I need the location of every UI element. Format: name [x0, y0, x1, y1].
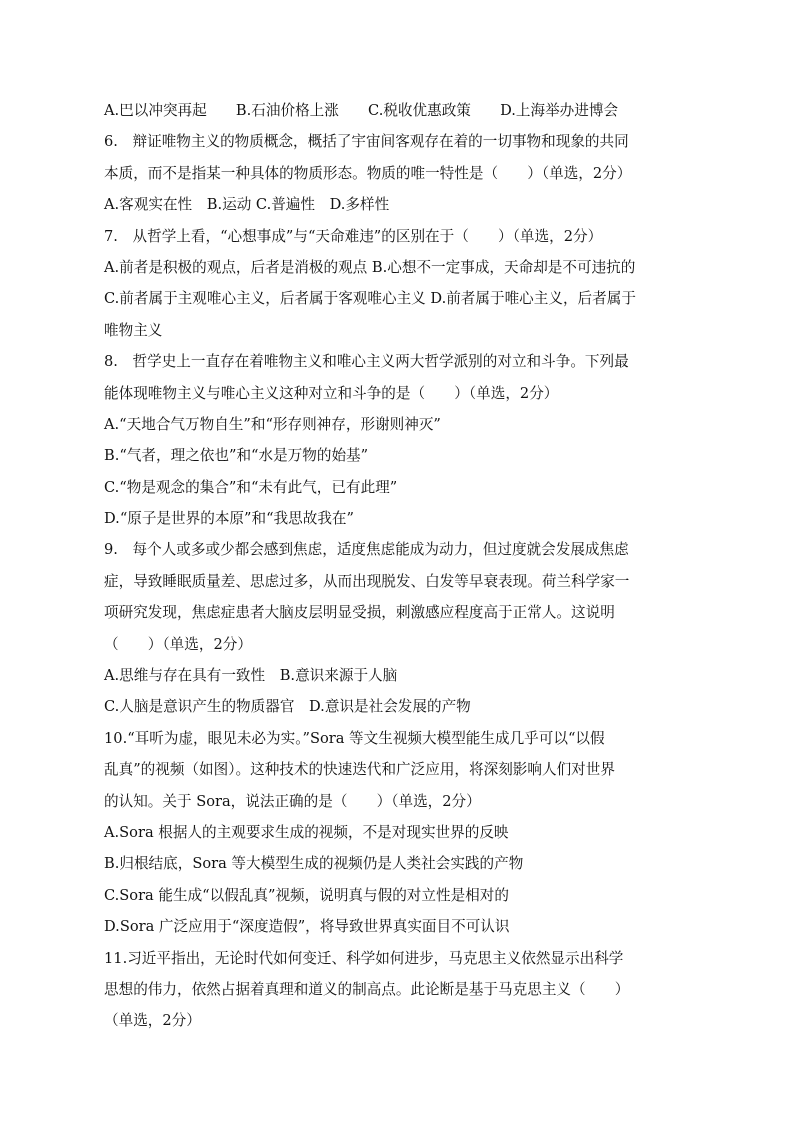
q8-option-a: A.“天地合气万物自生”和“形存则神存，形谢则神灭”	[104, 415, 441, 433]
q8-stem-line-2: 能体现唯物主义与唯心主义这种对立和斗争的是（ ）（单选，2分）	[104, 384, 559, 402]
q9-options-line-2: C.人脑是意识产生的物质器官 D.意识是社会发展的产物	[104, 698, 471, 716]
q9-stem-line-3: 项研究发现，焦虑症患者大脑皮层明显受损，刺激感应程度高于正常人。这说明	[104, 604, 615, 622]
q10-option-a: A.Sora 根据人的主观要求生成的视频，不是对现实世界的反映	[104, 823, 509, 841]
q6-stem-line-1: 6. 辩证唯物主义的物质概念，概括了宇宙间客观存在着的一切事物和现象的共同	[104, 133, 629, 151]
q6-options-line: A.客观实在性 B.运动 C.普遍性 D.多样性	[104, 196, 390, 214]
q7-options-line-2: C.前者属于主观唯心主义，后者属于客观唯心主义 D.前者属于唯心主义，后者属于	[104, 290, 636, 308]
q7-options-line-3: 唯物主义	[104, 321, 163, 339]
q7-stem-line: 7. 从哲学上看，“心想事成”与“天命难违”的区别在于（ ）（单选，2分）	[104, 227, 603, 245]
q9-options-line-1: A.思维与存在具有一致性 B.意识来源于人脑	[104, 667, 398, 685]
q7-options-line-1: A.前者是积极的观点，后者是消极的观点 B.心想不一定事成，天命却是不可违抗的	[104, 258, 636, 276]
q11-stem-line-2: 思想的伟力，依然占据着真理和道义的制高点。此论断是基于马克思主义（ ）	[104, 980, 630, 998]
q10-stem-line-2: 乱真”的视频（如图）。这种技术的快速迭代和广泛应用，将深刻影响人们对世界	[104, 761, 615, 779]
q8-option-c: C.“物是观念的集合”和“未有此气，已有此理”	[104, 478, 398, 496]
q9-stem-line-2: 症，导致睡眠质量差、思虑过多，从而出现脱发、白发等早衰表现。荷兰科学家一	[104, 572, 630, 590]
q10-option-d: D.Sora 广泛应用于“深度造假”，将导致世界真实面目不可认识	[104, 918, 510, 936]
q5-options-line: A.巴以冲突再起 B.石油价格上涨 C.税收优惠政策 D.上海举办进博会	[104, 102, 619, 119]
q8-stem-line-1: 8. 哲学史上一直存在着唯物主义和唯心主义两大哲学派别的对立和斗争。下列最	[104, 353, 629, 371]
q10-stem-line-3: 的认知。关于 Sora，说法正确的是（ ）（单选，2分）	[104, 792, 481, 810]
q11-stem-line-1: 11.习近平指出，无论时代如何变迁、科学如何进步，马克思主义依然显示出科学	[104, 949, 624, 967]
q8-option-b: B.“气者，理之依也”和“水是万物的始基”	[104, 447, 369, 465]
q10-option-c: C.Sora 能生成“以假乱真”视频，说明真与假的对立性是相对的	[104, 886, 509, 904]
q9-stem-line-4: （ ）（单选，2分）	[104, 635, 252, 653]
q11-stem-line-3: （单选，2分）	[104, 1012, 201, 1030]
q10-option-b: B.归根结底，Sora 等大模型生成的视频仍是人类社会实践的产物	[104, 855, 524, 873]
q10-stem-line-1: 10.“耳听为虚，眼见未必为实。”Sora 等文生视频大模型能生成几乎可以“以假	[104, 729, 605, 747]
question-text-block	[104, 95, 696, 1037]
q6-stem-line-2: 本质，而不是指某一种具体的物质形态。物质的唯一特性是（ ）（单选，2分）	[104, 164, 632, 182]
q9-stem-line-1: 9. 每个人或多或少都会感到焦虑，适度焦虑能成为动力，但过度就会发展成焦虑	[104, 541, 629, 559]
q8-option-d: D.“原子是世界的本原”和“我思故我在”	[104, 510, 354, 528]
